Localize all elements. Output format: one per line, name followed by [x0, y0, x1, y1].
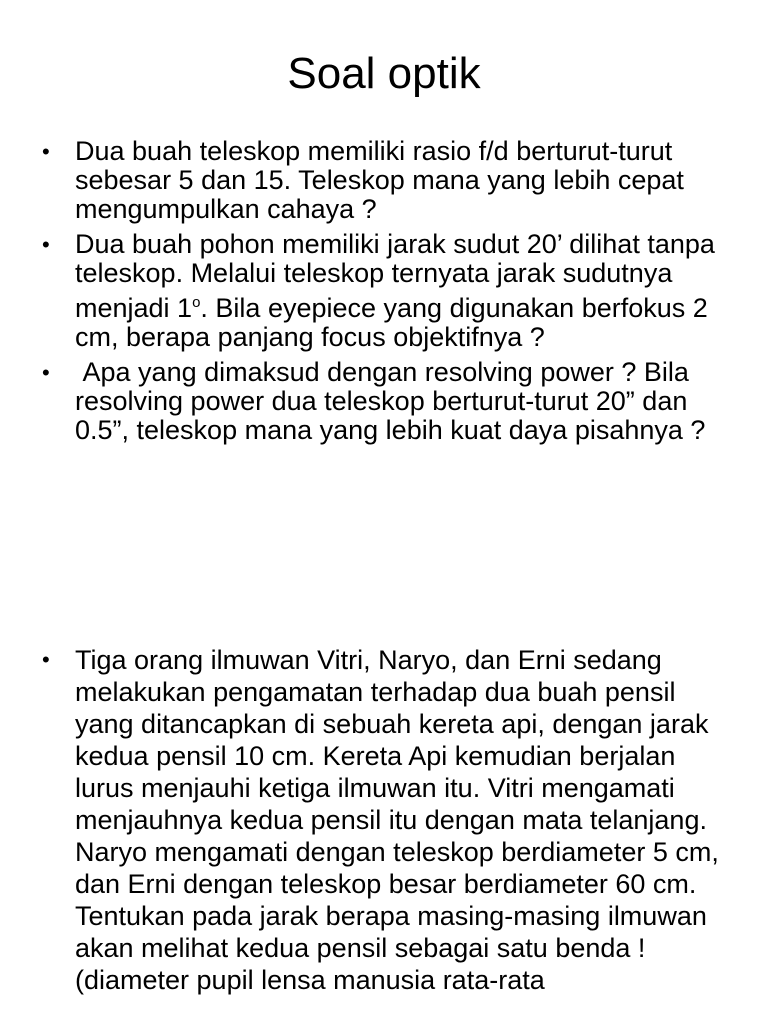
- question-text: Apa yang dimaksud dengan resolving power ? Bila resolving power dua teleskop berturut-turut 20” dan 0.5”, teleskop mana yang lebih kuat daya pisahnya ?: [75, 357, 706, 445]
- question-text-part-2: . Bila eyepiece yang digunakan berfokus 2 cm, berapa panjang focus objektifnya ?: [75, 293, 708, 352]
- question-list-top: [42, 137, 732, 451]
- question-item-3: [42, 358, 732, 445]
- bullet-icon: •: [42, 647, 50, 672]
- bullet-icon: •: [42, 360, 50, 385]
- bullet-icon: •: [42, 232, 50, 257]
- question-text: Tiga orang ilmuwan Vitri, Naryo, dan Erni sedang melakukan pengamatan terhadap dua buah pensil yang ditancapkan di sebuah kereta api, dengan jarak kedua pensil 10 cm. Kereta Api kemudian berjalan lurus menjauhi ketiga ilmuwan itu. Vitri mengamati menjauhnya kedua pensil itu dengan mata telanjang. Naryo mengamati dengan teleskop berdiameter 5 cm, dan Erni dengan teleskop besar berdiameter 60 cm. Tentukan pada jarak berapa masing-masing ilmuwan akan melihat kedua pensil sebagai satu benda ! (diameter pupil lensa manusia rata-rata: [75, 645, 719, 995]
- question-list-bottom: [42, 644, 732, 1002]
- question-text: Dua buah teleskop memiliki rasio f/d berturut-turut sebesar 5 dan 15. Teleskop mana yang lebih cepat mengumpulkan cahaya ?: [75, 136, 684, 224]
- degree-superscript: o: [192, 294, 201, 311]
- question-item-2: [42, 230, 732, 352]
- page-title: Soal optik: [287, 49, 481, 98]
- bullet-icon: •: [42, 139, 50, 164]
- question-item-4: [42, 644, 732, 996]
- question-text-part-1: Dua buah pohon memiliki jarak sudut 20’ dilihat tanpa teleskop. Melalui teleskop ternyata jarak sudutnya menjadi 1: [75, 229, 715, 323]
- question-item-1: [42, 137, 732, 224]
